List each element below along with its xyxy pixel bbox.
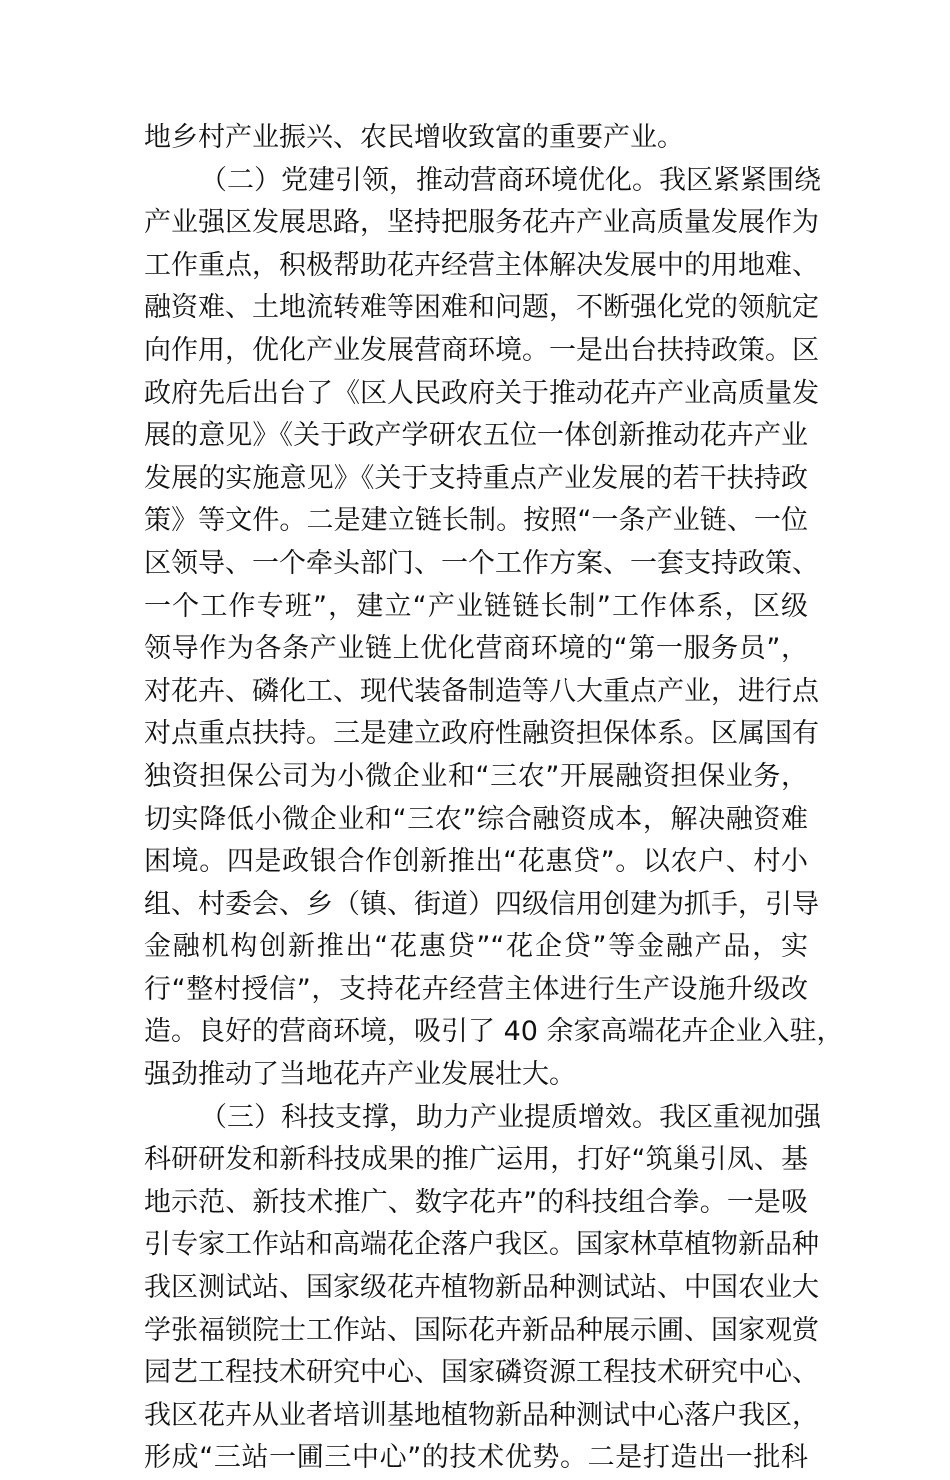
paragraph-line: 园艺工程技术研究中心、国家磷资源工程技术研究中心、 [144, 1357, 819, 1389]
paragraph-line: 地乡村产业振兴、农民增收致富的重要产业。 [144, 122, 684, 153]
paragraph-line: 产业强区发展思路，坚持把服务花卉产业高质量发展作为 [144, 207, 819, 239]
paragraph-line: 发展的实施意见》《关于支持重点产业发展的若干扶持政 [144, 462, 808, 494]
paragraph-line: 行“整村授信”，支持花卉经营主体进行生产设施升级改 [144, 973, 808, 1005]
paragraph-line: 领导作为各条产业链上优化营商环境的“第一服务员”， [144, 633, 808, 665]
body-text [144, 117, 844, 1480]
paragraph-line: （三）科技支撑，助力产业提质增效。我区重视加强 [200, 1101, 821, 1133]
paragraph-line: 区领导、一个牵头部门、一个工作方案、一套支持政策、 [144, 547, 819, 579]
paragraph-line: 地示范、新技术推广、数字花卉”的科技组合拳。一是吸 [144, 1186, 808, 1218]
paragraph-line: 科研研发和新科技成果的推广运用，打好“筑巢引凤、基 [144, 1144, 808, 1176]
paragraph-line: 造。良好的营商环境，吸引了 40 余家高端花卉企业入驻， [144, 1016, 844, 1048]
paragraph-line: 组、村委会、乡（镇、街道）四级信用创建为抓手，引导 [144, 888, 819, 920]
paragraph-line: （二）党建引领，推动营商环境优化。我区紧紧围绕 [200, 164, 821, 196]
paragraph-line: 对点重点扶持。三是建立政府性融资担保体系。区属国有 [144, 718, 819, 750]
paragraph-line: 策》等文件。二是建立链长制。按照“一条产业链、一位 [144, 505, 808, 537]
paragraph-line: 工作重点，积极帮助花卉经营主体解决发展中的用地难、 [144, 249, 819, 281]
paragraph-line: 切实降低小微企业和“三农”综合融资成本，解决融资难 [144, 803, 808, 835]
paragraph-line: 融资难、土地流转难等困难和问题，不断强化党的领航定 [144, 292, 819, 324]
paragraph-line: 强劲推动了当地花卉产业发展壮大。 [144, 1059, 576, 1091]
paragraph-line: 一个工作专班”，建立“产业链链长制”工作体系，区级 [144, 590, 808, 622]
paragraph-line: 困境。四是政银合作创新推出“花惠贷”。以农户、村小 [144, 846, 808, 878]
paragraph-line: 政府先后出台了《区人民政府关于推动花卉产业高质量发 [144, 377, 819, 409]
paragraph-line: 向作用，优化产业发展营商环境。一是出台扶持政策。区 [144, 334, 819, 366]
paragraph-line: 学张福锁院士工作站、国际花卉新品种展示圃、国家观赏 [144, 1314, 819, 1346]
paragraph-line: 金融机构创新推出“花惠贷”“花企贷”等金融产品，实 [144, 931, 808, 963]
paragraph-line: 我区花卉从业者培训基地植物新品种测试中心落户我区， [144, 1399, 819, 1431]
paragraph-line: 我区测试站、国家级花卉植物新品种测试站、中国农业大 [144, 1272, 819, 1304]
paragraph-line: 对花卉、磷化工、现代装备制造等八大重点产业，进行点 [144, 675, 819, 707]
paragraph-line: 独资担保公司为小微企业和“三农”开展融资担保业务， [144, 760, 808, 792]
paragraph-line: 引专家工作站和高端花企落户我区。国家林草植物新品种 [144, 1229, 819, 1261]
paragraph-line: 展的意见》《关于政产学研农五位一体创新推动花卉产业 [144, 420, 808, 452]
paragraph-line: 形成“三站一圃三中心”的技术优势。二是打造出一批科 [144, 1442, 808, 1474]
